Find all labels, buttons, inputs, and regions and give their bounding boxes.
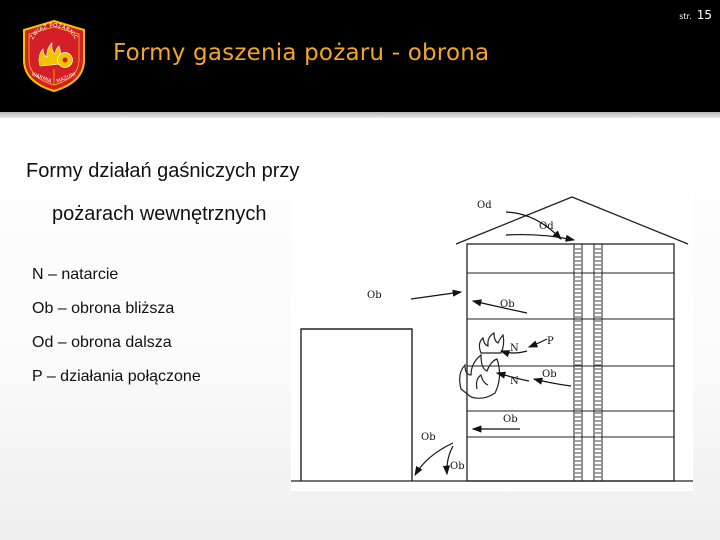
logo-text-left: WARMIA [30, 71, 53, 85]
label-n-upper: N [510, 343, 519, 354]
page-number [679, 4, 712, 23]
page-number-value: 15 [696, 8, 712, 22]
label-ob-ground-right: Ob [450, 461, 465, 472]
label-od-outer: Od [477, 200, 492, 211]
label-ob-floor4: Ob [500, 299, 515, 310]
label-ob-floor2: Ob [542, 369, 557, 380]
label-p: P [547, 336, 554, 347]
fire-brigade-logo [18, 18, 90, 94]
diagram-background [291, 189, 693, 491]
legend-item: Od – obrona dalsza [32, 334, 172, 351]
label-od-inner: Od [539, 221, 554, 232]
logo-text-top: ZWIĄZ POŻARNIC [29, 22, 79, 41]
legend-item: P – działania połączone [32, 368, 201, 385]
label-ob-ground-left: Ob [421, 432, 436, 443]
legend-item: N – natarcie [32, 266, 119, 283]
slide-title: Formy gaszenia pożaru - obrona [113, 40, 490, 66]
legend-item: Ob – obrona bliższa [32, 300, 175, 317]
label-ob-floor1: Ob [503, 414, 518, 425]
label-ob-left: Ob [367, 290, 382, 301]
label-n-lower: N [510, 376, 519, 387]
legend-list [32, 266, 201, 402]
lead-text-line2: pożarach wewnętrznych [52, 203, 267, 225]
logo-text-right: MAZURY [55, 71, 78, 85]
lead-text-line1: Formy działań gaśniczych przy [26, 160, 300, 182]
building-defense-diagram [291, 189, 693, 491]
page-number-label: str. [679, 12, 692, 21]
slide-header [0, 0, 720, 112]
